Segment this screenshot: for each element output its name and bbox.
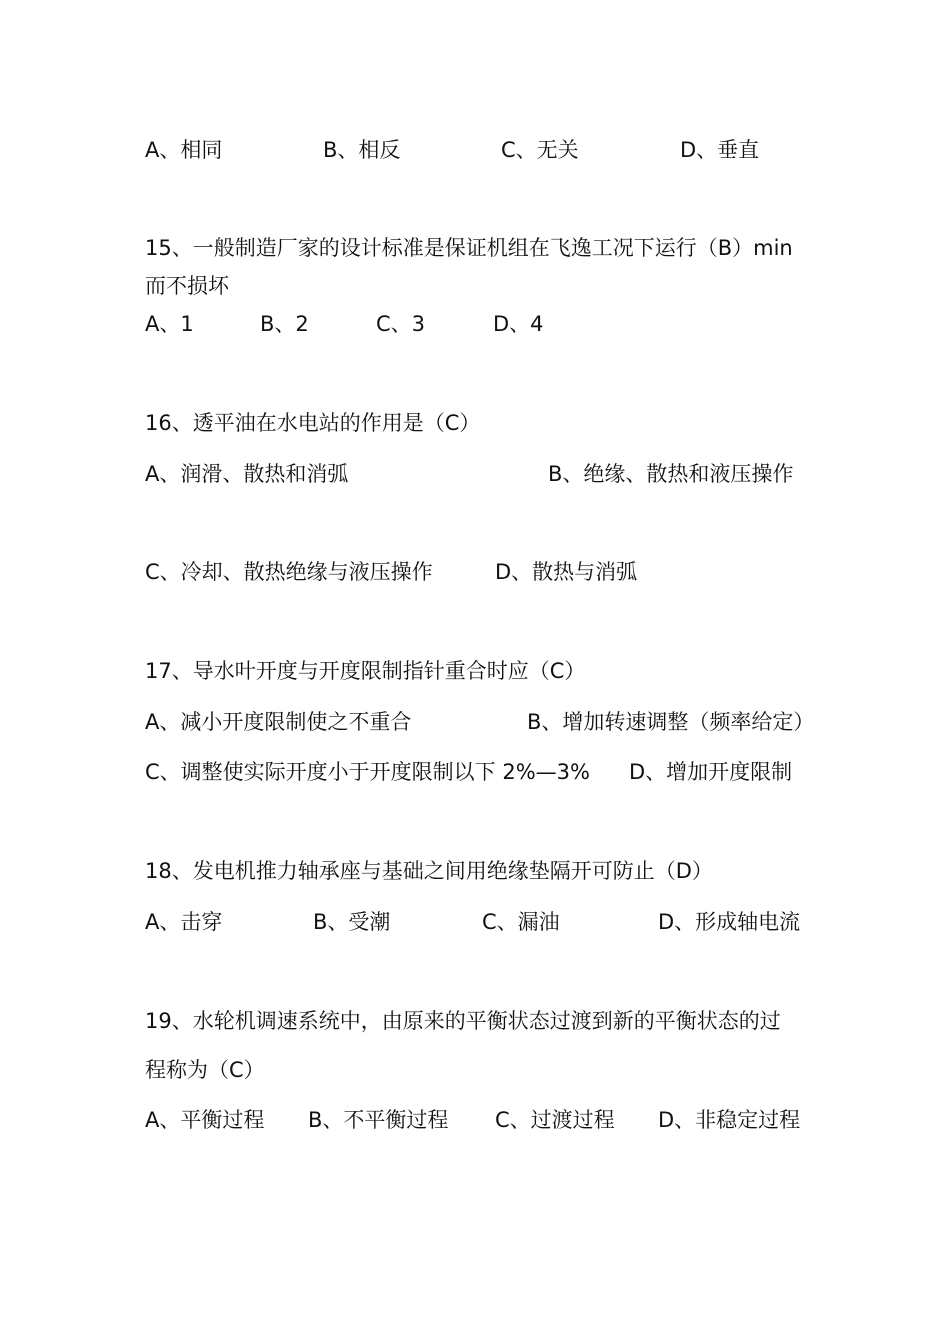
q19-option-b: B、不平衡过程	[308, 1108, 449, 1132]
q17-option-c: C、调整使实际开度小于开度限制以下 2%—3%	[145, 760, 590, 784]
q17-option-a: A、减小开度限制使之不重合	[145, 710, 412, 734]
q15-option-a: A、1	[145, 312, 194, 336]
q15-option-b: B、2	[260, 312, 309, 336]
q18-option-c: C、漏油	[482, 910, 560, 934]
q17-option-b: B、增加转速调整（频率给定）	[527, 710, 815, 734]
q19-text-line-2: 程称为（C）	[145, 1058, 265, 1082]
q17-text: 17、导水叶开度与开度限制指针重合时应（C）	[145, 659, 586, 683]
q15-text-line-1: 15、一般制造厂家的设计标准是保证机组在飞逸工况下运行（B）min	[145, 236, 793, 260]
q14-option-a: A、相同	[145, 138, 223, 162]
q18-option-a: A、击穿	[145, 910, 223, 934]
q14-option-c: C、无关	[501, 138, 579, 162]
q15-text-line-2: 而不损坏	[145, 274, 229, 298]
q18-option-b: B、受潮	[313, 910, 391, 934]
q19-option-c: C、过渡过程	[495, 1108, 615, 1132]
q19-option-a: A、平衡过程	[145, 1108, 265, 1132]
q16-text: 16、透平油在水电站的作用是（C）	[145, 411, 481, 435]
q18-text: 18、发电机推力轴承座与基础之间用绝缘垫隔开可防止（D）	[145, 859, 713, 883]
q16-option-b: B、绝缘、散热和液压操作	[548, 462, 794, 486]
q15-option-d: D、4	[493, 312, 544, 336]
q14-option-d: D、垂直	[680, 138, 760, 162]
q18-option-d: D、形成轴电流	[658, 910, 801, 934]
q16-option-d: D、散热与消弧	[495, 560, 638, 584]
q16-option-c: C、冷却、散热绝缘与液压操作	[145, 560, 433, 584]
q16-option-a: A、润滑、散热和消弧	[145, 462, 349, 486]
q17-option-d: D、增加开度限制	[629, 760, 793, 784]
q14-option-b: B、相反	[323, 138, 401, 162]
q15-option-c: C、3	[376, 312, 426, 336]
q19-option-d: D、非稳定过程	[658, 1108, 801, 1132]
q19-text-line-1: 19、水轮机调速系统中，由原来的平衡状态过渡到新的平衡状态的过	[145, 1009, 781, 1033]
